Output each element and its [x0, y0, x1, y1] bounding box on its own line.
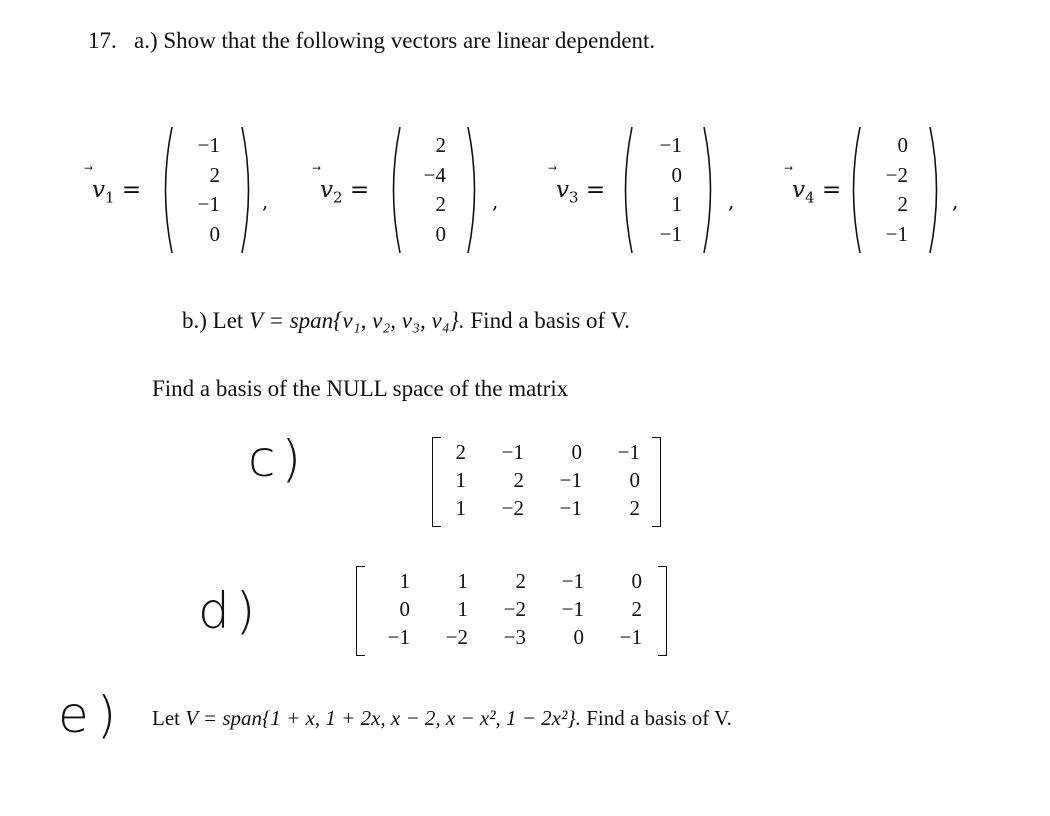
part-e-text: Let V = span{1 + x, 1 + 2x, x − 2, x − x², 1 − 2x²}. Find a basis of V.: [152, 706, 732, 730]
part-c-label: c): [248, 430, 307, 488]
vector-4-label: v $_4$ =: [792, 177, 842, 207]
vector-1: v $_1$ = −1 2 −1 0 ,: [92, 125, 292, 255]
right-paren: [466, 125, 482, 255]
left-paren: [846, 125, 862, 255]
vector-3-label: v $_3$ =: [556, 177, 606, 207]
matrix-d: 1 1 2 −1 0 0 1 −2 −1 2 −1 −2 −3 0 −1: [387, 569, 642, 649]
matrix-d-right-bracket: [658, 566, 667, 656]
vector-2-entries: 2 −4 2 0: [423, 133, 446, 246]
matrix-c-right-bracket: [652, 437, 661, 527]
right-paren: [928, 125, 944, 255]
part-a-text: a.) Show that the following vectors are linear dependent.: [134, 28, 656, 53]
vector-3-entries: −1 0 1 −1: [659, 133, 682, 246]
vector-4: v $_4$ = 0 −2 2 −1 ,: [792, 125, 992, 255]
matrix-c-left-bracket: [432, 437, 441, 527]
vector-2: v $_2$ = 2 −4 2 0 ,: [320, 125, 520, 255]
left-paren: [158, 125, 174, 255]
right-paren: [702, 125, 718, 255]
part-d-label: d): [198, 582, 262, 640]
left-paren: [618, 125, 634, 255]
vector-1-label: v $_1$ =: [92, 177, 142, 207]
matrix-d-left-bracket: [356, 566, 365, 656]
part-e-label: e): [58, 686, 125, 744]
right-paren: [240, 125, 256, 255]
vector-4-entries: 0 −2 2 −1: [885, 133, 908, 246]
problem-number: 17.: [88, 28, 117, 53]
problem-header: [88, 28, 655, 54]
part-b-text: b.) Let V = span{v₁, v₂, v₃, v₄}. Find a basis of V.: [182, 308, 630, 333]
vector-1-entries: −1 2 −1 0: [197, 133, 220, 246]
matrix-c: 2 −1 0 −1 1 2 −1 0 1 −2 −1 2: [455, 440, 640, 520]
vector-3: v $_3$ = −1 0 1 −1 ,: [556, 125, 756, 255]
vector-2-label: v $_2$ =: [320, 177, 370, 207]
null-space-prompt: Find a basis of the NULL space of the matrix: [152, 376, 569, 401]
